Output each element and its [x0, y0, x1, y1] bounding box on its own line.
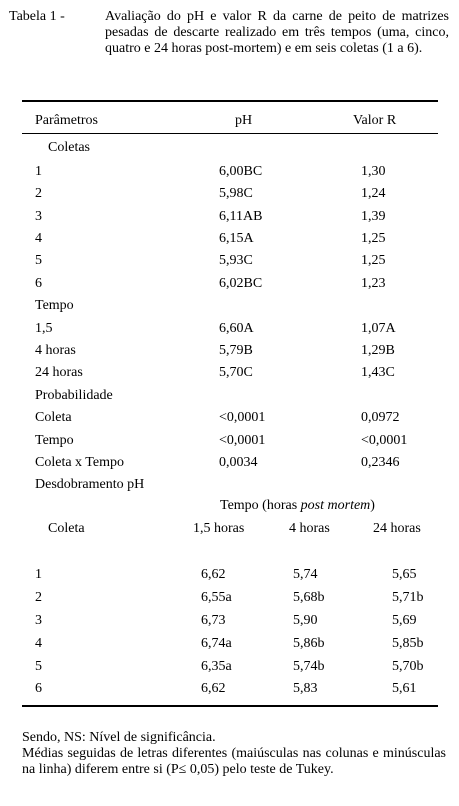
coleta-label: 1 — [35, 164, 42, 179]
desd-b: 5,83 — [293, 681, 318, 696]
group-header-prefix: Tempo (horas — [220, 498, 301, 513]
footnote-tukey: Médias seguidas de letras diferentes (maiúsculas nas colunas e minúsculas na linha) diferem entre si (P≤ 0,05) pelo teste de Tukey. — [22, 746, 446, 777]
desd-c: 5,70b — [392, 659, 424, 674]
caption-label: Tabela 1 - — [9, 9, 65, 24]
desd-c: 5,65 — [392, 567, 417, 582]
coleta-r: 1,25 — [361, 253, 386, 268]
desd-b: 5,86b — [293, 636, 325, 651]
desd-coleta: 5 — [35, 659, 42, 674]
tempo-ph: 6,60A — [219, 321, 254, 336]
coleta-ph: 6,15A — [219, 231, 254, 246]
desdobramento-col-coleta: Coleta — [48, 521, 85, 536]
desd-coleta: 3 — [35, 613, 42, 628]
desd-a: 6,35a — [201, 659, 232, 674]
desd-c: 5,61 — [392, 681, 417, 696]
tempo-label: 24 horas — [35, 365, 83, 380]
coleta-r: 1,24 — [361, 186, 386, 201]
desd-coleta: 4 — [35, 636, 42, 651]
coleta-label: 3 — [35, 209, 42, 224]
group-header-suffix: ) — [370, 498, 375, 513]
prob-r: 0,2346 — [361, 455, 400, 470]
coleta-r: 1,39 — [361, 209, 386, 224]
coleta-r: 1,30 — [361, 164, 386, 179]
desdobramento-col-1-5h: 1,5 horas — [193, 521, 245, 536]
coleta-r: 1,25 — [361, 231, 386, 246]
coleta-ph: 5,93C — [219, 253, 253, 268]
coleta-ph: 6,00BC — [219, 164, 263, 179]
prob-ph: <0,0001 — [219, 410, 266, 425]
prob-ph: <0,0001 — [219, 433, 266, 448]
tempo-ph: 5,70C — [219, 365, 253, 380]
tempo-label: 1,5 — [35, 321, 53, 336]
bottom-rule — [22, 705, 438, 707]
tempo-r: 1,29B — [361, 343, 395, 358]
desd-b: 5,74b — [293, 659, 325, 674]
desd-a: 6,62 — [201, 681, 226, 696]
top-rule — [22, 100, 438, 102]
tempo-label: 4 horas — [35, 343, 76, 358]
coleta-r: 1,23 — [361, 276, 386, 291]
tempo-r: 1,43C — [361, 365, 395, 380]
prob-label: Coleta x Tempo — [35, 455, 124, 470]
section-probabilidade: Probabilidade — [35, 388, 113, 403]
desd-a: 6,73 — [201, 613, 226, 628]
prob-ph: 0,0034 — [219, 455, 258, 470]
coleta-label: 2 — [35, 186, 42, 201]
desd-c: 5,85b — [392, 636, 424, 651]
header-valor-r: Valor R — [353, 113, 397, 128]
desd-a: 6,55a — [201, 590, 232, 605]
coleta-label: 5 — [35, 253, 42, 268]
desd-coleta: 6 — [35, 681, 42, 696]
prob-label: Tempo — [35, 433, 74, 448]
header-ph: pH — [235, 113, 253, 128]
section-coletas: Coletas — [48, 140, 90, 155]
section-desdobramento: Desdobramento pH — [35, 477, 145, 492]
tempo-r: 1,07A — [361, 321, 396, 336]
coleta-ph: 6,02BC — [219, 276, 263, 291]
prob-r: 0,0972 — [361, 410, 400, 425]
desd-coleta: 2 — [35, 590, 42, 605]
desdobramento-col-24h: 24 horas — [373, 521, 421, 536]
header-rule — [22, 133, 438, 134]
desd-b: 5,74 — [293, 567, 318, 582]
desd-coleta: 1 — [35, 567, 42, 582]
coleta-label: 4 — [35, 231, 42, 246]
caption-text: Avaliação do pH e valor R da carne de peito de matrizes pesadas de descarte realizado em três tempos (uma, cinco, quatro e 24 horas post-mortem) e em seis coletas (1 a 6). — [105, 9, 449, 56]
desd-c: 5,69 — [392, 613, 417, 628]
header-parametros: Parâmetros — [35, 113, 98, 128]
desd-b: 5,90 — [293, 613, 318, 628]
table-footnotes — [22, 730, 446, 778]
desd-a: 6,62 — [201, 567, 226, 582]
coleta-ph: 6,11AB — [219, 209, 263, 224]
desdobramento-col-4h: 4 horas — [289, 521, 330, 536]
coleta-label: 6 — [35, 276, 42, 291]
prob-r: <0,0001 — [361, 433, 408, 448]
desd-c: 5,71b — [392, 590, 424, 605]
tempo-ph: 5,79B — [219, 343, 253, 358]
group-header-italic: post mortem — [300, 498, 371, 513]
prob-label: Coleta — [35, 410, 72, 425]
desd-b: 5,68b — [293, 590, 325, 605]
coleta-ph: 5,98C — [219, 186, 253, 201]
desd-a: 6,74a — [201, 636, 232, 651]
section-tempo: Tempo — [35, 298, 74, 313]
desdobramento-group-header — [220, 498, 375, 514]
footnote-significance: Sendo, NS: Nível de significância. — [22, 730, 216, 745]
